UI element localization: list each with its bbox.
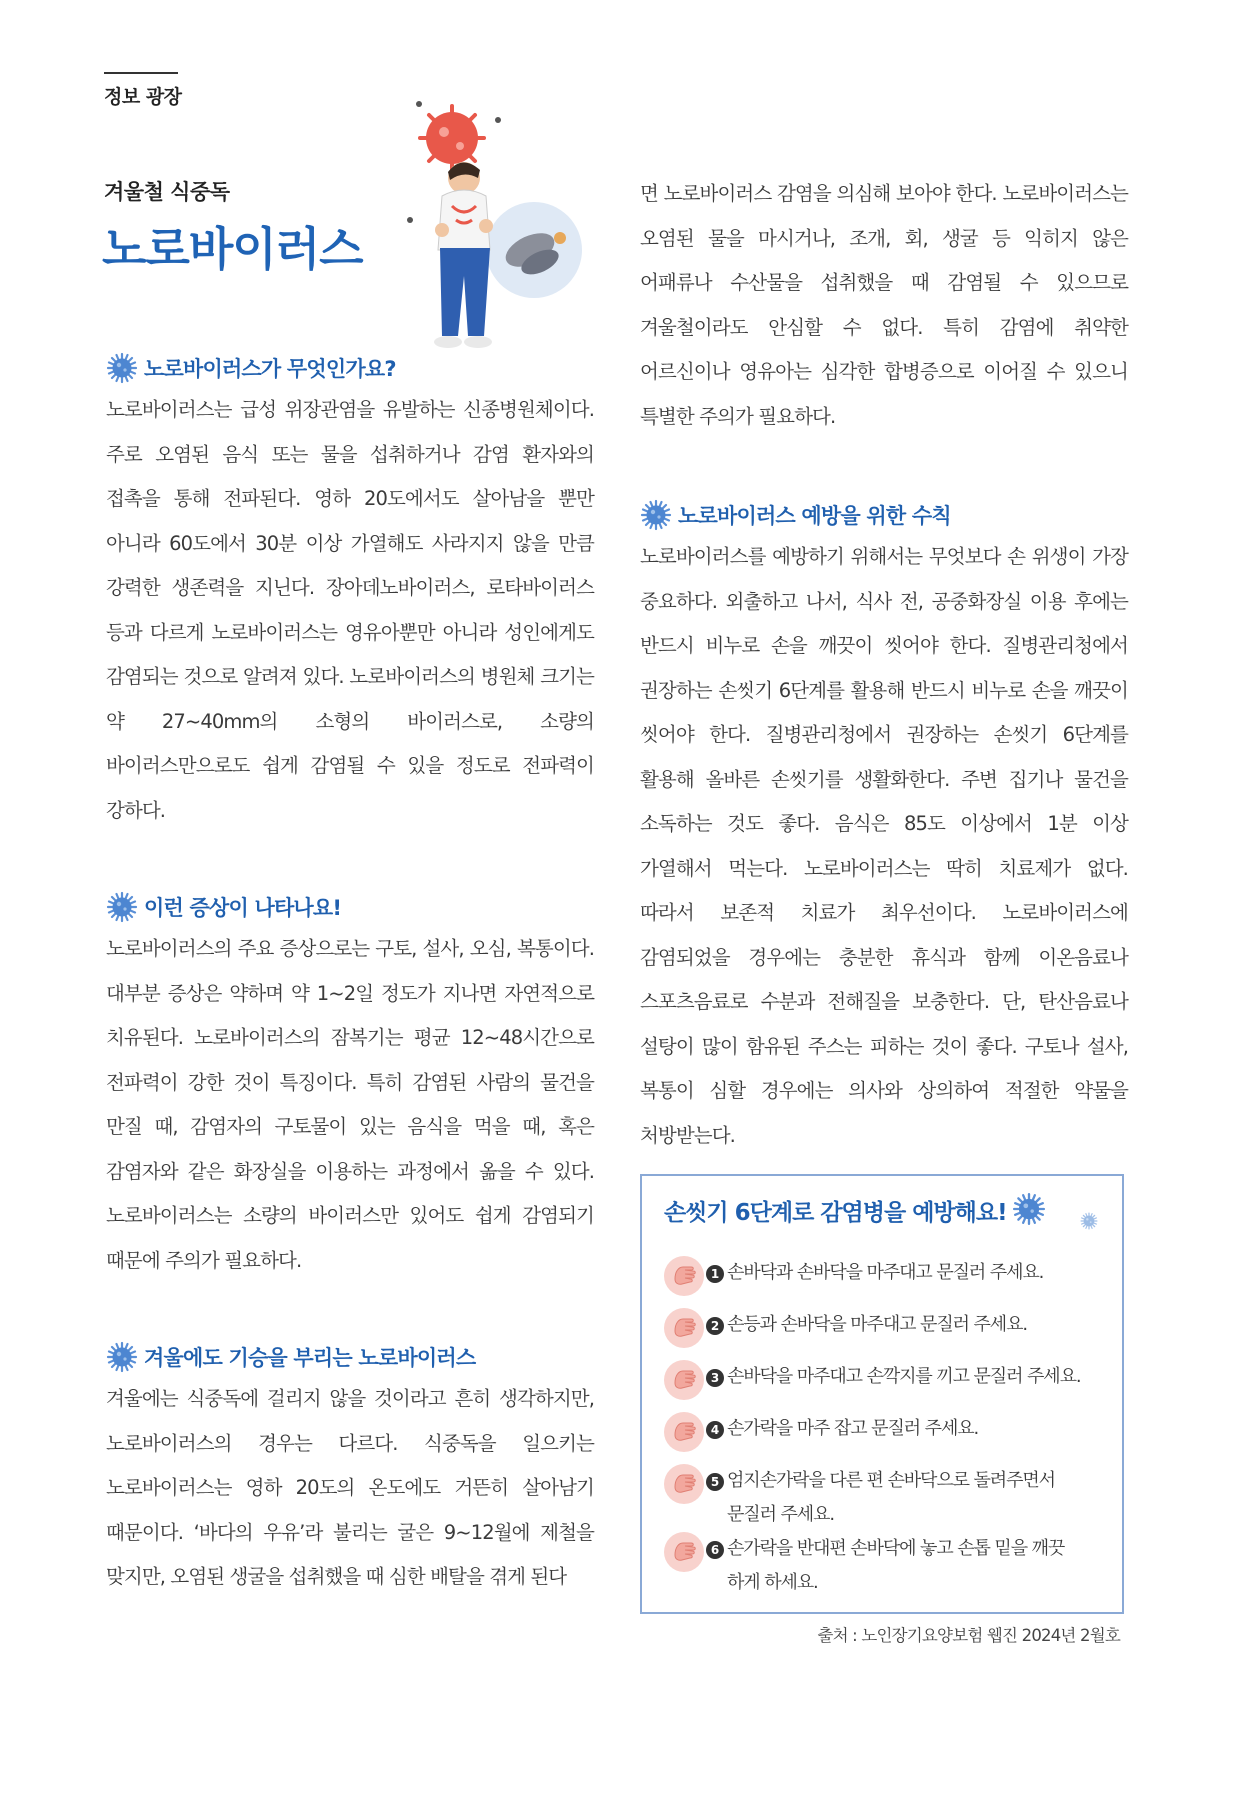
section-heading-winter	[106, 1341, 594, 1373]
article-title: 노로바이러스	[102, 222, 363, 276]
source-credit: 출처 : 노인장기요양보험 웹진 2024년 2월호	[817, 1626, 1120, 1645]
section-body-winter-continued: 면 노로바이러스 감염을 의심해 보아야 한다. 노로바이러스는 오염된 물을 마시거나, 조개, 회, 생굴 등 익히지 않은 어패류나 수산물을 섭취했을 때 감염될 수 있으므로 겨울철이라도 안심할 수 없다. 특히 감염에 취약한 어르신이나 영유아는 심각한 합병증으로 이어질 수 있으니 특별한 주의가 필요하다.	[640, 182, 1128, 428]
section-heading-what	[106, 352, 594, 384]
hand-wash-icon	[664, 1360, 704, 1400]
heading-text: 겨울에도 기승을 부리는 노로바이러스	[144, 1346, 476, 1370]
section-body-prevention: 노로바이러스를 예방하기 위해서는 무엇보다 손 위생이 가장 중요하다. 외출하고 나서, 식사 전, 공중화장실 이용 후에는 반드시 비누로 손을 깨끗이 씻어야 한다. 질병관리청에서 권장하는 손씻기 6단계를 활용해 반드시 비누로 손을 깨끗이 씻어야 한다. 질병관리청에서 권장하는 손씻기 6단계를 활용해 올바른 손씻기를 생활화한다. 주변 집기나 물건을 소독하는 것도 좋다. 음식은 85도 이상에서 1분 이상 가열해서 먹는다. 노로바이러스는 딱히 치료제가 없다. 따라서 보존적 치료가 최우선이다. 노로바이러스에 감염되었을 경우에는 충분한 휴식과 함께 이온음료나 스포츠음료로 수분과 전해질을 보충한다. 단, 탄산음료나 설탕이 많이 함유된 주스는 피하는 것이 좋다. 구토나 설사, 복통이 심할 경우에는 의사와 상의하여 적절한 약물을 처방받는다.	[640, 545, 1128, 1147]
step-text: 손가락을 마주 잡고 문질러 주세요.	[727, 1418, 979, 1439]
step-number: 5	[706, 1473, 724, 1491]
virus-icon	[1080, 1212, 1098, 1230]
step-text: 손등과 손바닥을 마주대고 문질러 주세요.	[727, 1314, 1028, 1335]
virus-icon	[1012, 1192, 1046, 1226]
hand-wash-icon	[664, 1412, 704, 1452]
step-text: 손바닥과 손바닥을 마주대고 문질러 주세요.	[727, 1262, 1044, 1283]
virus-icon	[106, 1341, 138, 1373]
section-body-symptoms: 노로바이러스의 주요 증상으로는 구토, 설사, 오심, 복통이다. 대부분 증상은 약하며 약 1~2일 정도가 지나면 자연적으로 치유된다. 노로바이러스의 잠복기는 평균 12~48시간으로 전파력이 강한 것이 특징이다. 특히 감염된 사람의 물건을 만질 때, 감염자의 구토물이 있는 음식을 먹을 때, 혹은 감염자와 같은 화장실을 이용하는 과정에서 옮을 수 있다. 노로바이러스는 소량의 바이러스만 있어도 쉽게 감염되기 때문에 주의가 필요하다.	[106, 937, 594, 1272]
handwash-step	[664, 1366, 1097, 1400]
handwash-step	[664, 1418, 1097, 1452]
heading-text: 이런 증상이 나타나요!	[144, 896, 342, 920]
handwash-box	[640, 1174, 1124, 1614]
sick-man-virus-illustration	[402, 100, 582, 362]
virus-icon	[106, 891, 138, 923]
header-rule	[104, 72, 178, 74]
handwash-step	[664, 1262, 1097, 1296]
step-text: 엄지손가락을 다른 편 손바닥으로 돌려주면서 문질러 주세요.	[727, 1470, 1055, 1525]
handwash-step	[664, 1314, 1097, 1348]
step-text: 손가락을 반대편 손바닥에 놓고 손톱 밑을 깨끗하게 하세요.	[727, 1538, 1065, 1593]
section-heading-symptoms	[106, 891, 594, 923]
section-tag: 정보 광장	[104, 86, 182, 108]
section-body-winter: 겨울에는 식중독에 걸리지 않을 것이라고 흔히 생각하지만, 노로바이러스의 경우는 다르다. 식중독을 일으키는 노로바이러스는 영하 20도의 온도에도 거뜬히 살아남기 때문이다. ‘바다의 우유’라 불리는 굴은 9~12월에 제철을 맞지만, 오염된 생굴을 섭취했을 때 심한 배탈을 겪게 된다	[106, 1387, 594, 1588]
step-number: 4	[706, 1421, 724, 1439]
section-body-what: 노로바이러스는 급성 위장관염을 유발하는 신종병원체이다. 주로 오염된 음식 또는 물을 섭취하거나 감염 환자와의 접촉을 통해 전파된다. 영하 20도에서도 살아남을 뿐만 아니라 60도에서 30분 이상 가열해도 사라지지 않을 만큼 강력한 생존력을 지닌다. 장아데노바이러스, 로타바이러스 등과 다르게 노로바이러스는 영유아뿐만 아니라 성인에게도 감염되는 것으로 알려져 있다. 노로바이러스의 병원체 크기는 약 27~40mm의 소형의 바이러스로, 소량의 바이러스만으로도 쉽게 감염될 수 있을 정도로 전파력이 강하다.	[106, 398, 594, 822]
hand-wash-icon	[664, 1256, 704, 1296]
hand-wash-icon	[664, 1532, 704, 1572]
left-column	[106, 352, 594, 1600]
heading-text: 노로바이러스 예방을 위한 수칙	[678, 504, 951, 528]
step-number: 3	[706, 1369, 724, 1387]
step-number: 2	[706, 1317, 724, 1335]
right-column	[640, 172, 1128, 1158]
handwash-step	[664, 1470, 1067, 1532]
step-number: 1	[706, 1265, 724, 1283]
step-text: 손바닥을 마주대고 손깍지를 끼고 문질러 주세요.	[727, 1366, 1081, 1387]
article-subtitle: 겨울철 식중독	[104, 180, 230, 204]
hand-wash-icon	[664, 1308, 704, 1348]
handwash-step	[664, 1538, 1067, 1600]
step-number: 6	[706, 1541, 724, 1559]
virus-icon	[640, 499, 672, 531]
handwash-box-title: 손씻기 6단계로 감염병을 예방해요!	[664, 1200, 1007, 1226]
heading-text: 노로바이러스가 무엇인가요?	[144, 357, 396, 381]
hand-wash-icon	[664, 1464, 704, 1504]
virus-icon	[106, 352, 138, 384]
section-heading-prevention	[640, 499, 1128, 531]
